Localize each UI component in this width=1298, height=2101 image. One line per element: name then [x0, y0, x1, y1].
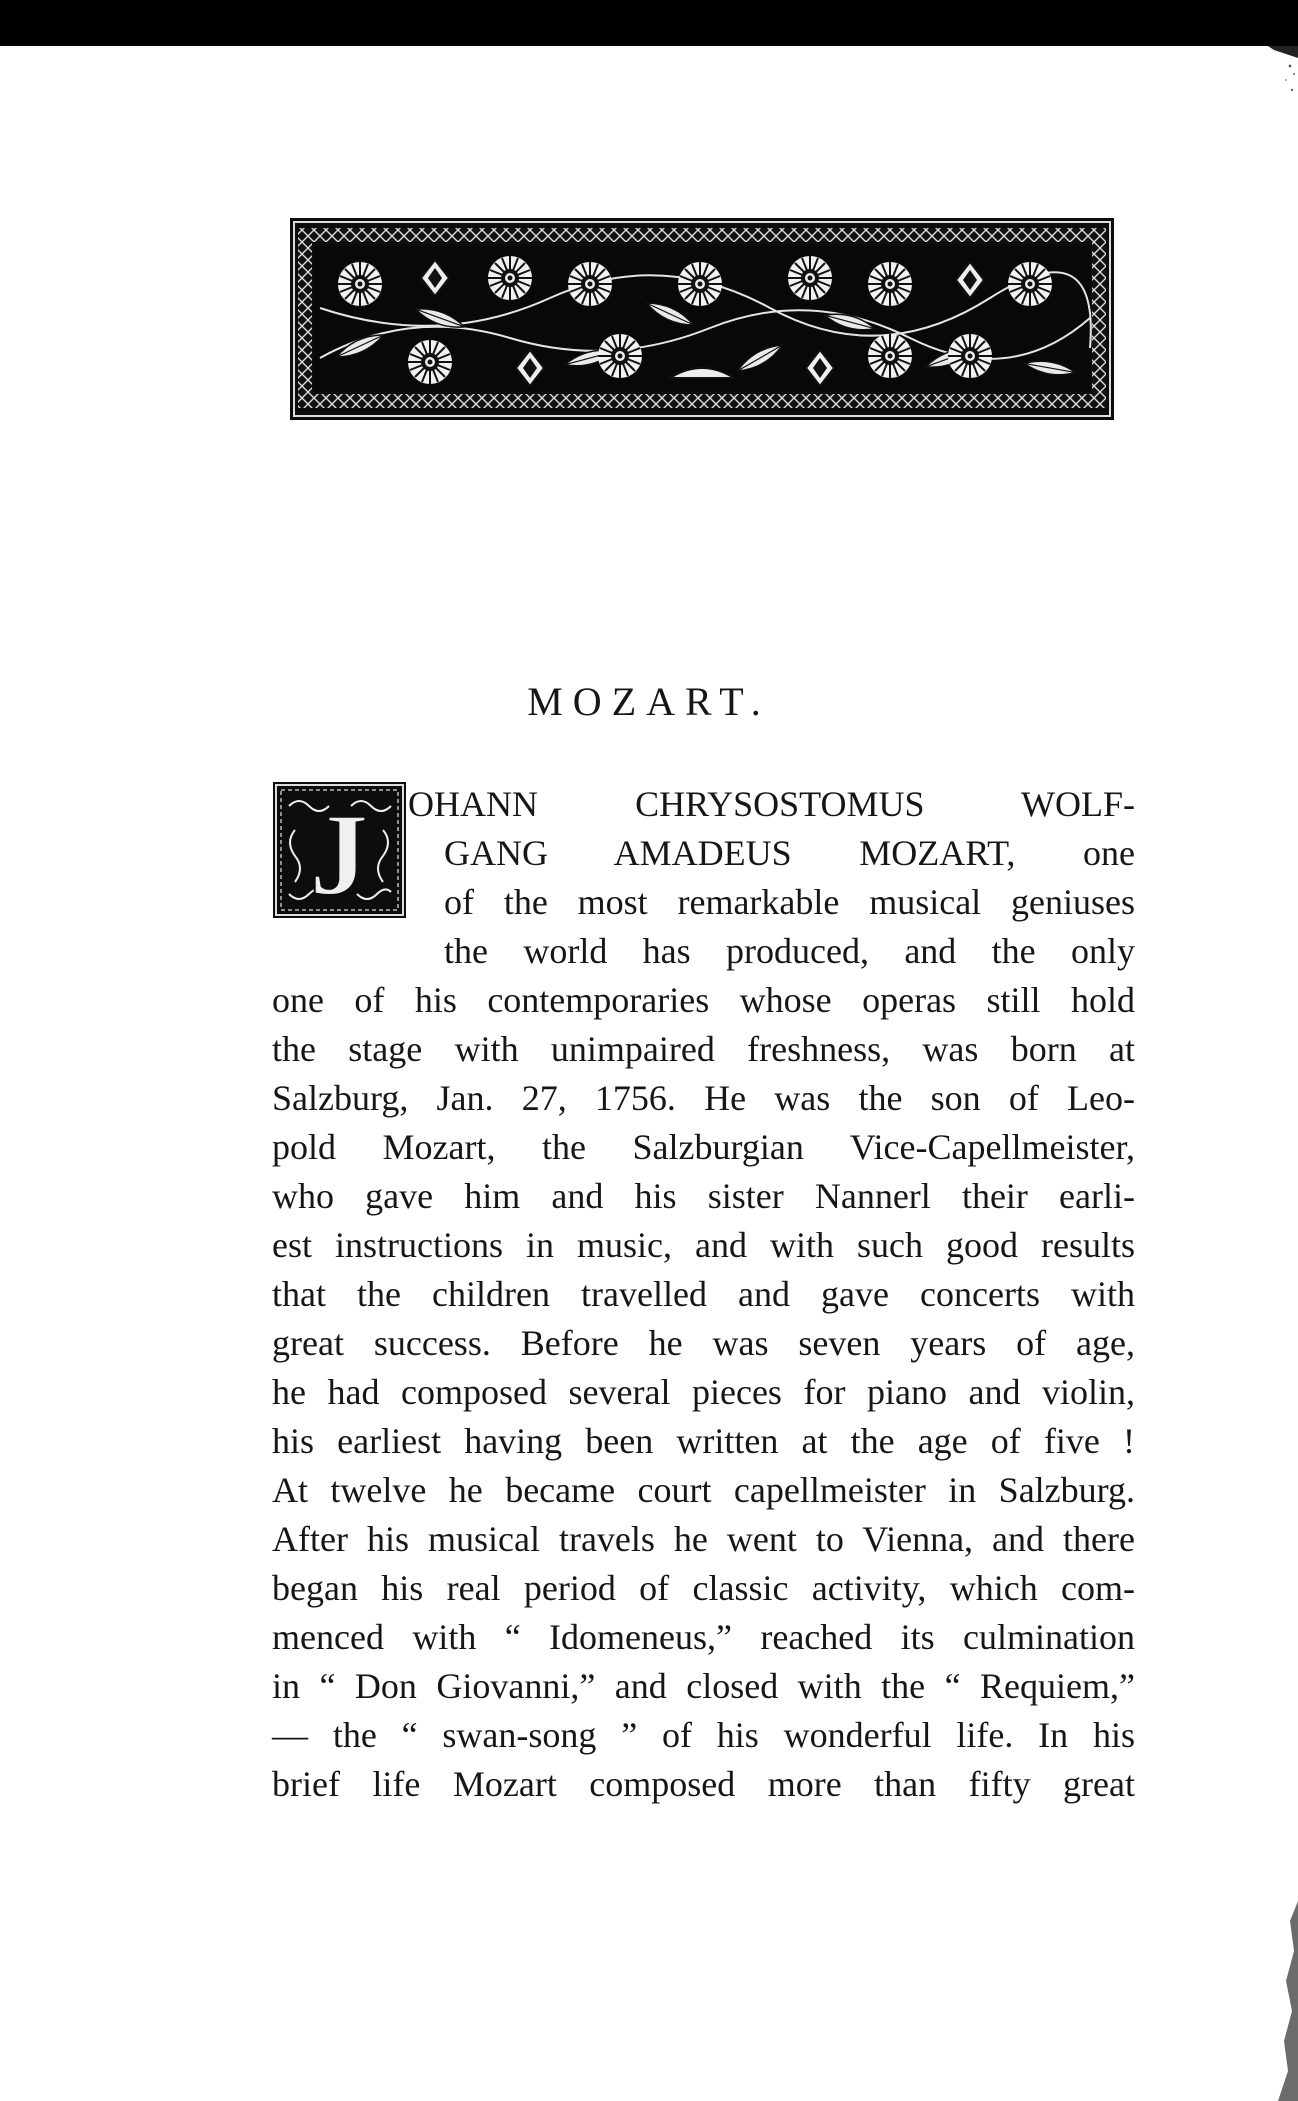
body-line: he had composed several pieces for piano and violin, [272, 1372, 1135, 1412]
body-line: After his musical travels he went to Vienna, and there [272, 1519, 1135, 1559]
page-top-band [0, 0, 1298, 46]
page-edge-shadow [1274, 1901, 1298, 2101]
body-line: — the “ swan-song ” of his wonderful life. In his [272, 1715, 1135, 1755]
body-line: Salzburg, Jan. 27, 1756. He was the son of Leo- [272, 1078, 1135, 1118]
body-line: his earliest having been written at the age of five ! [272, 1421, 1135, 1461]
body-line: GANG AMADEUS MOZART, one [444, 833, 1135, 873]
body-line: OHANN CHRYSOSTOMUS WOLF- [408, 784, 1135, 824]
body-line: pold Mozart, the Salzburgian Vice-Capellmeister, [272, 1127, 1135, 1167]
body-line: that the children travelled and gave concerts with [272, 1274, 1135, 1314]
body-line: great success. Before he was seven years of age, [272, 1323, 1135, 1363]
body-line: the world has produced, and the only [444, 931, 1135, 971]
body-line: one of his contemporaries whose operas still hold [272, 980, 1135, 1020]
body-line: of the most remarkable musical geniuses [444, 882, 1135, 922]
body-line: brief life Mozart composed more than fifty great [272, 1764, 1135, 1804]
page-edge-speckle [1268, 46, 1298, 106]
body-line: est instructions in music, and with such good results [272, 1225, 1135, 1265]
body-line: the stage with unimpaired freshness, was born at [272, 1029, 1135, 1069]
body-line: began his real period of classic activity, which com- [272, 1568, 1135, 1608]
floral-header-ornament [290, 218, 1114, 420]
body-line: menced with “ Idomeneus,” reached its culmination [272, 1617, 1135, 1657]
page-title: MOZART. [527, 679, 771, 724]
drop-cap-letter: J [309, 789, 369, 918]
body-line: who gave him and his sister Nannerl their earli- [272, 1176, 1135, 1216]
body-line: in “ Don Giovanni,” and closed with the “ Requiem,” [272, 1666, 1135, 1706]
drop-cap-ornament [273, 782, 406, 918]
body-line: At twelve he became court capellmeister in Salzburg. [272, 1470, 1135, 1510]
